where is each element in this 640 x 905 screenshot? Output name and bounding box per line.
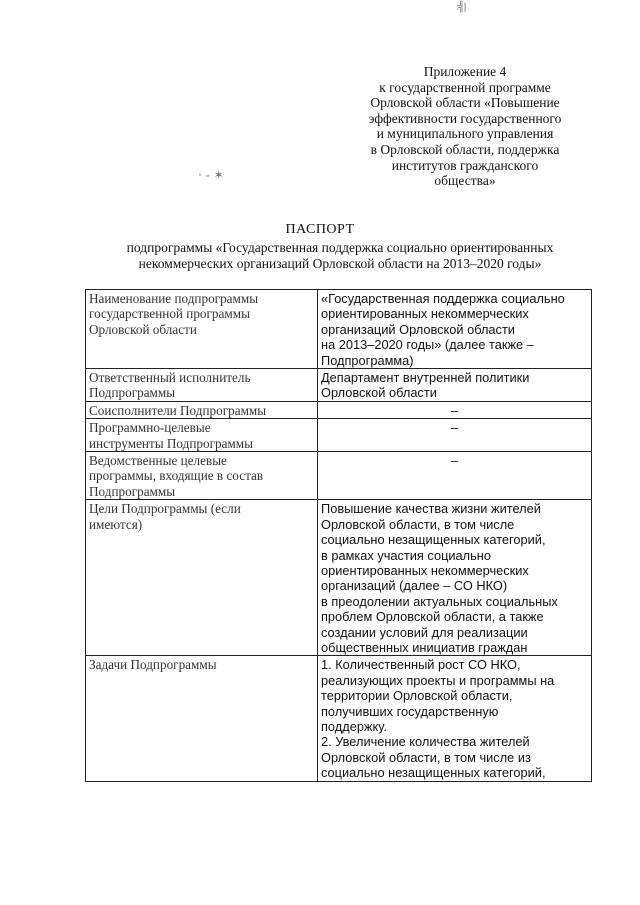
row-label: [86, 419, 318, 452]
row-value-line: организаций (далее – СО НКО): [321, 578, 508, 594]
row-value: [318, 452, 592, 500]
row-value-line: 2. Увеличение количества жителей: [321, 734, 530, 750]
row-value-line: в преодолении актуальных социальных: [321, 593, 558, 609]
appendix-line: к государственной программе: [379, 79, 551, 95]
row-value-line: социально незащищенных категорий,: [321, 765, 546, 781]
row-value-line: «Государственная поддержка социально: [321, 291, 565, 306]
row-value-line: Департамент внутренней политики: [321, 370, 530, 386]
appendix-line: и муниципального управления: [376, 126, 554, 142]
row-value-line: на 2013–2020 годы» (далее также –: [321, 337, 534, 353]
row-value-line: ориентированных некоммерческих: [321, 562, 529, 578]
row-value-line: территории Орловской области,: [321, 688, 513, 704]
passport-subtitle: [80, 240, 600, 272]
row-value-line: в рамках участия социально: [321, 547, 491, 563]
row-label-line: Подпрограммы: [89, 385, 176, 401]
row-label-line: государственной программы: [89, 306, 250, 322]
subtitle-line: подпрограммы «Государственная поддержка социально ориентированных: [126, 240, 554, 255]
row-value-line: проблем Орловской области, а также: [321, 609, 544, 625]
row-value: [318, 656, 592, 781]
row-label-line: Задачи Подпрограммы: [89, 657, 217, 673]
row-value-line: Орловской области, в том числе: [321, 516, 515, 532]
appendix-line: институтов гражданского: [391, 157, 539, 173]
row-label-line: имеются): [89, 516, 143, 532]
row-value-line: –: [450, 402, 459, 418]
row-value-line: –: [450, 453, 459, 469]
row-value-line: 1. Количественный рост СО НКО,: [321, 657, 521, 673]
table-row: [86, 401, 592, 418]
table-row: [86, 369, 592, 402]
appendix-line: Орловской области «Повышение: [370, 95, 560, 111]
row-label-line: Соисполнители Подпрограммы: [89, 402, 267, 418]
row-value-line: Орловской области, в том числе из: [321, 749, 531, 765]
row-label: [86, 500, 318, 656]
row-value: [318, 401, 592, 418]
row-label-line: Ответственный исполнитель: [89, 370, 251, 386]
row-label: [86, 401, 318, 418]
row-label-line: Подпрограммы: [89, 483, 176, 499]
passport-table: [85, 289, 592, 782]
appendix-line: Приложение 4: [423, 64, 507, 79]
appendix-header: [340, 64, 590, 189]
row-label-line: программы, входящие в состав: [89, 468, 264, 484]
appendix-line: в Орловской области, поддержка: [370, 141, 560, 157]
row-label-line: Наименование подпрограммы: [89, 291, 259, 306]
row-value-line: общественных инициатив граждан: [321, 639, 528, 655]
table-row: [86, 290, 592, 369]
row-value: [318, 290, 592, 369]
appendix-line: эффективности государственного: [368, 110, 562, 126]
row-label: [86, 369, 318, 402]
row-label: [86, 656, 318, 781]
row-value-line: социально незащищенных категорий,: [321, 532, 546, 548]
row-value-line: Подпрограмма): [321, 352, 414, 368]
table-row: [86, 500, 592, 656]
row-value-line: ориентированных некоммерческих: [321, 306, 529, 322]
appendix-line: общества»: [434, 173, 496, 189]
row-value-line: реализующих проекты и программы на: [321, 672, 555, 688]
row-value: [318, 369, 592, 402]
scan-mark-left: · ֊ ✶: [198, 168, 224, 182]
row-value-line: Повышение качества жизни жителей: [321, 501, 541, 517]
row-label-line: Орловской области: [89, 321, 197, 337]
row-value-line: создании условий для реализации: [321, 624, 528, 640]
row-value-line: Орловской области: [321, 385, 437, 401]
row-label: [86, 290, 318, 369]
row-value-line: поддержку.: [321, 718, 387, 734]
row-value: [318, 419, 592, 452]
table-row: [86, 452, 592, 500]
row-label-line: инструменты Подпрограммы: [89, 435, 254, 451]
table-row: [86, 419, 592, 452]
row-label-line: Ведомственные целевые: [89, 453, 227, 469]
table-row: [86, 656, 592, 781]
row-label-line: Программно-целевые: [89, 420, 211, 436]
row-label-line: Цели Подпрограммы (если: [89, 501, 241, 517]
row-label: [86, 452, 318, 500]
row-value-line: –: [450, 420, 459, 436]
row-value-line: организаций Орловской области: [321, 321, 515, 337]
subtitle-line: некоммерческих организаций Орловской области на 2013–2020 годы»: [138, 256, 542, 271]
scan-mark-top: :╣|: [456, 2, 466, 13]
row-value-line: получивших государственную: [321, 703, 499, 719]
row-value: [318, 500, 592, 656]
passport-title: ПАСПОРТ: [285, 222, 355, 237]
